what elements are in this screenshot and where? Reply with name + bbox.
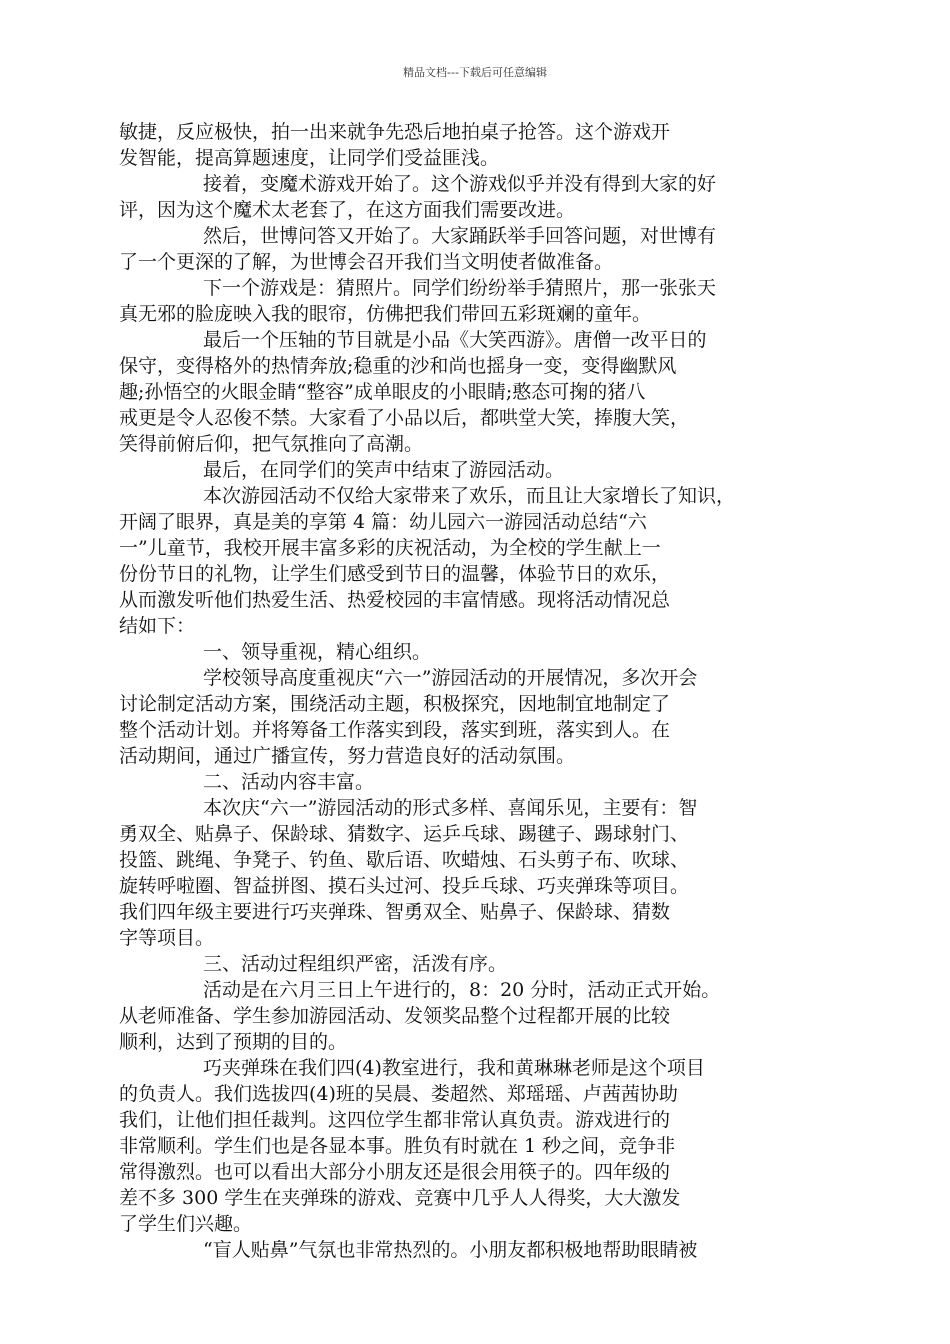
text-line: 下一个游戏是：猜照片。同学们纷纷举手猜照片，那一张张天 [203,277,717,299]
text-line: 三、活动过程组织严密，活泼有序。 [203,953,508,975]
text-line: 从而激发听他们热爱生活、热爱校园的丰富情感。现将活动情况总 [119,589,671,611]
text-line: 结如下： [119,615,196,637]
text-line: “盲人贴鼻”气氛也非常热烈的。小朋友都积极地帮助眼睛被 [203,1239,698,1261]
text-line: 最后一个压轴的节目就是小品《大笑西游》。唐僧一改平日的 [203,329,707,351]
text-line: 本次游园活动不仅给大家带来了欢乐，而且让大家增长了知识， [203,485,736,507]
text-line: 二、活动内容丰富。 [203,771,375,793]
text-line: 本次庆“六一”游园活动的形式多样、喜闻乐见，主要有：智 [203,797,698,819]
text-line: 发智能，提高算题速度，让同学们受益匪浅。 [119,147,500,169]
text-line: 了学生们兴趣。 [119,1213,253,1235]
text-line: 一、领导重视，精心组织。 [203,641,432,663]
text-line: 保守，变得格外的热情奔放;稳重的沙和尚也摇身一变，变得幽默风 [119,355,677,377]
text-line: 最后，在同学们的笑声中结束了游园活动。 [203,459,565,481]
text-line: 开阔了眼界，真是美的享第 4 篇：幼儿园六一游园活动总结“六 [119,511,647,533]
text-line: 学校领导高度重视庆“六一”游园活动的开展情况，多次开会 [203,667,698,689]
text-line: 讨论制定活动方案，围绕活动主题，积极探究，因地制宜地制定了 [119,693,671,715]
text-line: 顺利，达到了预期的目的。 [119,1031,348,1053]
text-line: 笑得前俯后仰，把气氛推向了高潮。 [119,433,424,455]
text-line: 旋转呼啦圈、智益拼图、摸石头过河、投乒乓球、巧夹弹珠等项目。 [119,875,690,897]
text-line: 差不多 300 学生在夹弹珠的游戏、竞赛中几乎人人得奖，大大激发 [119,1187,681,1209]
text-line: 然后，世博问答又开始了。大家踊跃举手回答问题，对世博有 [203,225,717,247]
text-line: 戒更是令人忍俊不禁。大家看了小品以后，都哄堂大笑，捧腹大笑， [119,407,690,429]
text-line: 敏捷，反应极快，拍一出来就争先恐后地拍桌子抢答。这个游戏开 [119,121,671,143]
text-line: 我们，让他们担任裁判。这四位学生都非常认真负责。游戏进行的 [119,1109,671,1131]
text-line: 真无邪的脸庞映入我的眼帘，仿佛把我们带回五彩斑斓的童年。 [119,303,652,325]
text-line: 评，因为这个魔术太老套了，在这方面我们需要改进。 [119,199,576,221]
text-line: 了一个更深的了解，为世博会召开我们当文明使者做准备。 [119,251,614,273]
text-line: 份份节日的礼物，让学生们感受到节日的温馨，体验节日的欢乐， [119,563,671,585]
text-line: 勇双全、贴鼻子、保龄球、猜数字、运乒乓球、踢毽子、踢球射门、 [119,823,690,845]
text-line: 巧夹弹珠在我们四(4)教室进行，我和黄琳琳老师是这个项目 [203,1057,705,1079]
text-line: 活动是在六月三日上午进行的，8：20 分时，活动正式开始。 [203,979,721,1001]
text-line: 接着，变魔术游戏开始了。这个游戏似乎并没有得到大家的好 [203,173,717,195]
page-header: 精品文档---下载后可任意编辑 [403,66,547,79]
text-line: 一”儿童节，我校开展丰富多彩的庆祝活动，为全校的学生献上一 [119,537,661,559]
text-line: 我们四年级主要进行巧夹弹珠、智勇双全、贴鼻子、保龄球、猜数 [119,901,671,923]
text-line: 整个活动计划。并将筹备工作落实到段，落实到班，落实到人。在 [119,719,671,741]
text-line: 投篮、跳绳、争凳子、钓鱼、歇后语、吹蜡烛、石头剪子布、吹球、 [119,849,690,871]
document-body [119,119,835,1263]
text-line: 非常顺利。学生们也是各显本事。胜负有时就在 1 秒之间，竞争非 [119,1135,676,1157]
text-line: 常得激烈。也可以看出大部分小朋友还是很会用筷子的。四年级的 [119,1161,671,1183]
text-line: 从老师准备、学生参加游园活动、发领奖品整个过程都开展的比较 [119,1005,671,1027]
text-line: 活动期间，通过广播宣传，努力营造良好的活动氛围。 [119,745,576,767]
text-line: 字等项目。 [119,927,215,949]
text-line: 趣;孙悟空的火眼金睛“整容”成单眼皮的小眼睛;憨态可掬的猪八 [119,381,646,403]
text-line: 的负责人。我们选拔四(4)班的吴晨、娄超然、郑瑶瑶、卢茜茜协助 [119,1083,678,1105]
